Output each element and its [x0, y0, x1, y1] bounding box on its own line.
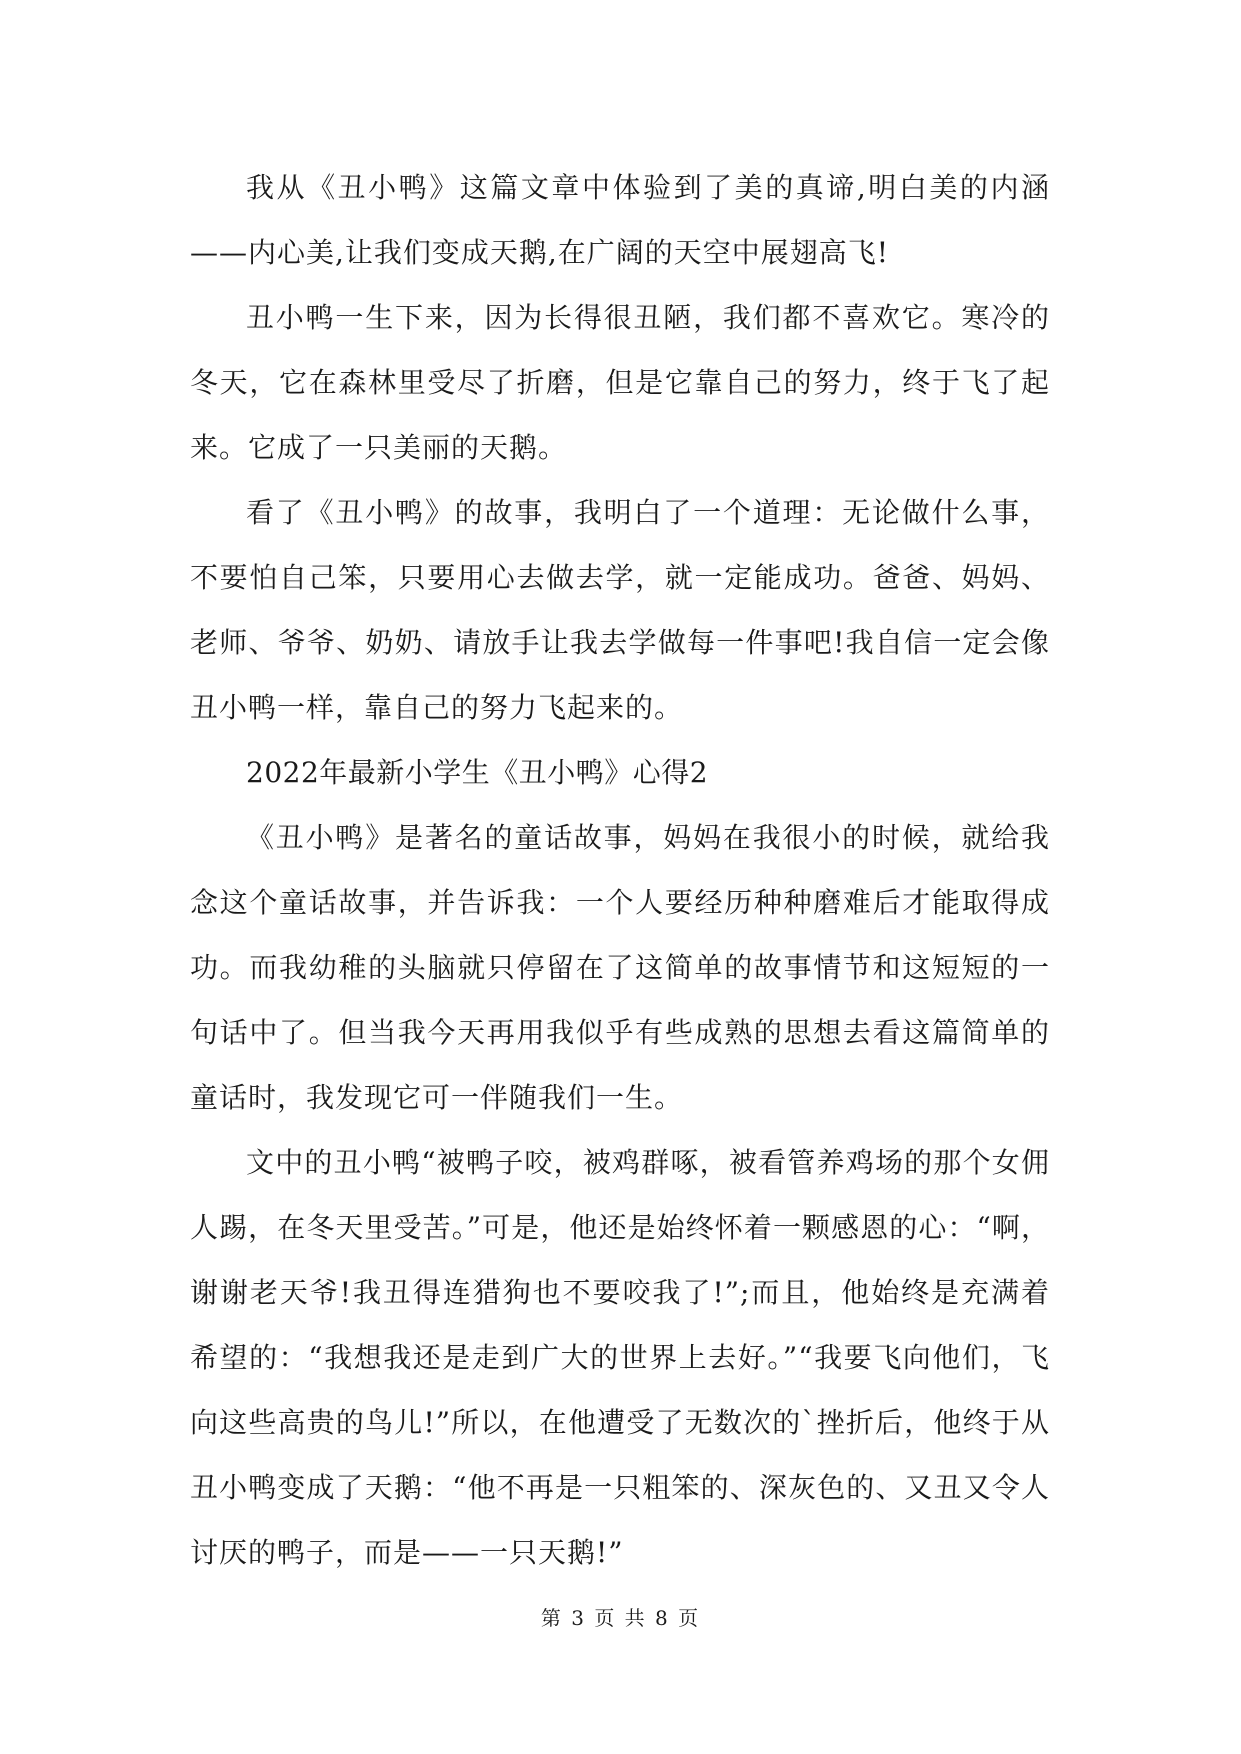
paragraph-2: 丑小鸭一生下来，因为长得很丑陋，我们都不喜欢它。寒冷的冬天，它在森林里受尽了折磨，但是它靠自己的努力，终于飞了起来。它成了一只美丽的天鹅。 — [190, 301, 1050, 464]
paragraph-4: 《丑小鸭》是著名的童话故事，妈妈在我很小的时候，就给我念这个童话故事，并告诉我：一个人要经历种种磨难后才能取得成功。而我幼稚的头脑就只停留在了这简单的故事情节和这短短的一句话中了。但当我今天再用我似乎有些成熟的思想去看这篇简单的童话时，我发现它可一伴随我们一生。 — [190, 821, 1050, 1114]
document-body — [190, 155, 1050, 1585]
paragraph-3: 看了《丑小鸭》的故事，我明白了一个道理：无论做什么事，不要怕自己笨，只要用心去做去学，就一定能成功。爸爸、妈妈、老师、爷爷、奶奶、请放手让我去学做每一件事吧!我自信一定会像丑小鸭一样，靠自己的努力飞起来的。 — [190, 496, 1050, 724]
section-heading: 2022年最新小学生《丑小鸭》心得2 — [246, 756, 709, 789]
page-number-footer: 第 3 页 共 8 页 — [540, 1606, 701, 1630]
paragraph-5: 文中的丑小鸭“被鸭子咬，被鸡群啄，被看管养鸡场的那个女佣人踢，在冬天里受苦。”可是，他还是始终怀着一颗感恩的心：“啊，谢谢老天爷!我丑得连猎狗也不要咬我了!”;而且，他始终是充满着希望的：“我想我还是走到广大的世界上去好。”“我要飞向他们，飞向这些高贵的鸟儿!”所以，在他遭受了无数次的`挫折后，他终于从丑小鸭变成了天鹅：“他不再是一只粗笨的、深灰色的、又丑又令人讨厌的鸭子，而是——一只天鹅!” — [190, 1146, 1050, 1569]
paragraph-1: 我从《丑小鸭》这篇文章中体验到了美的真谛,明白美的内涵——内心美,让我们变成天鹅,在广阔的天空中展翅高飞! — [190, 171, 1050, 269]
